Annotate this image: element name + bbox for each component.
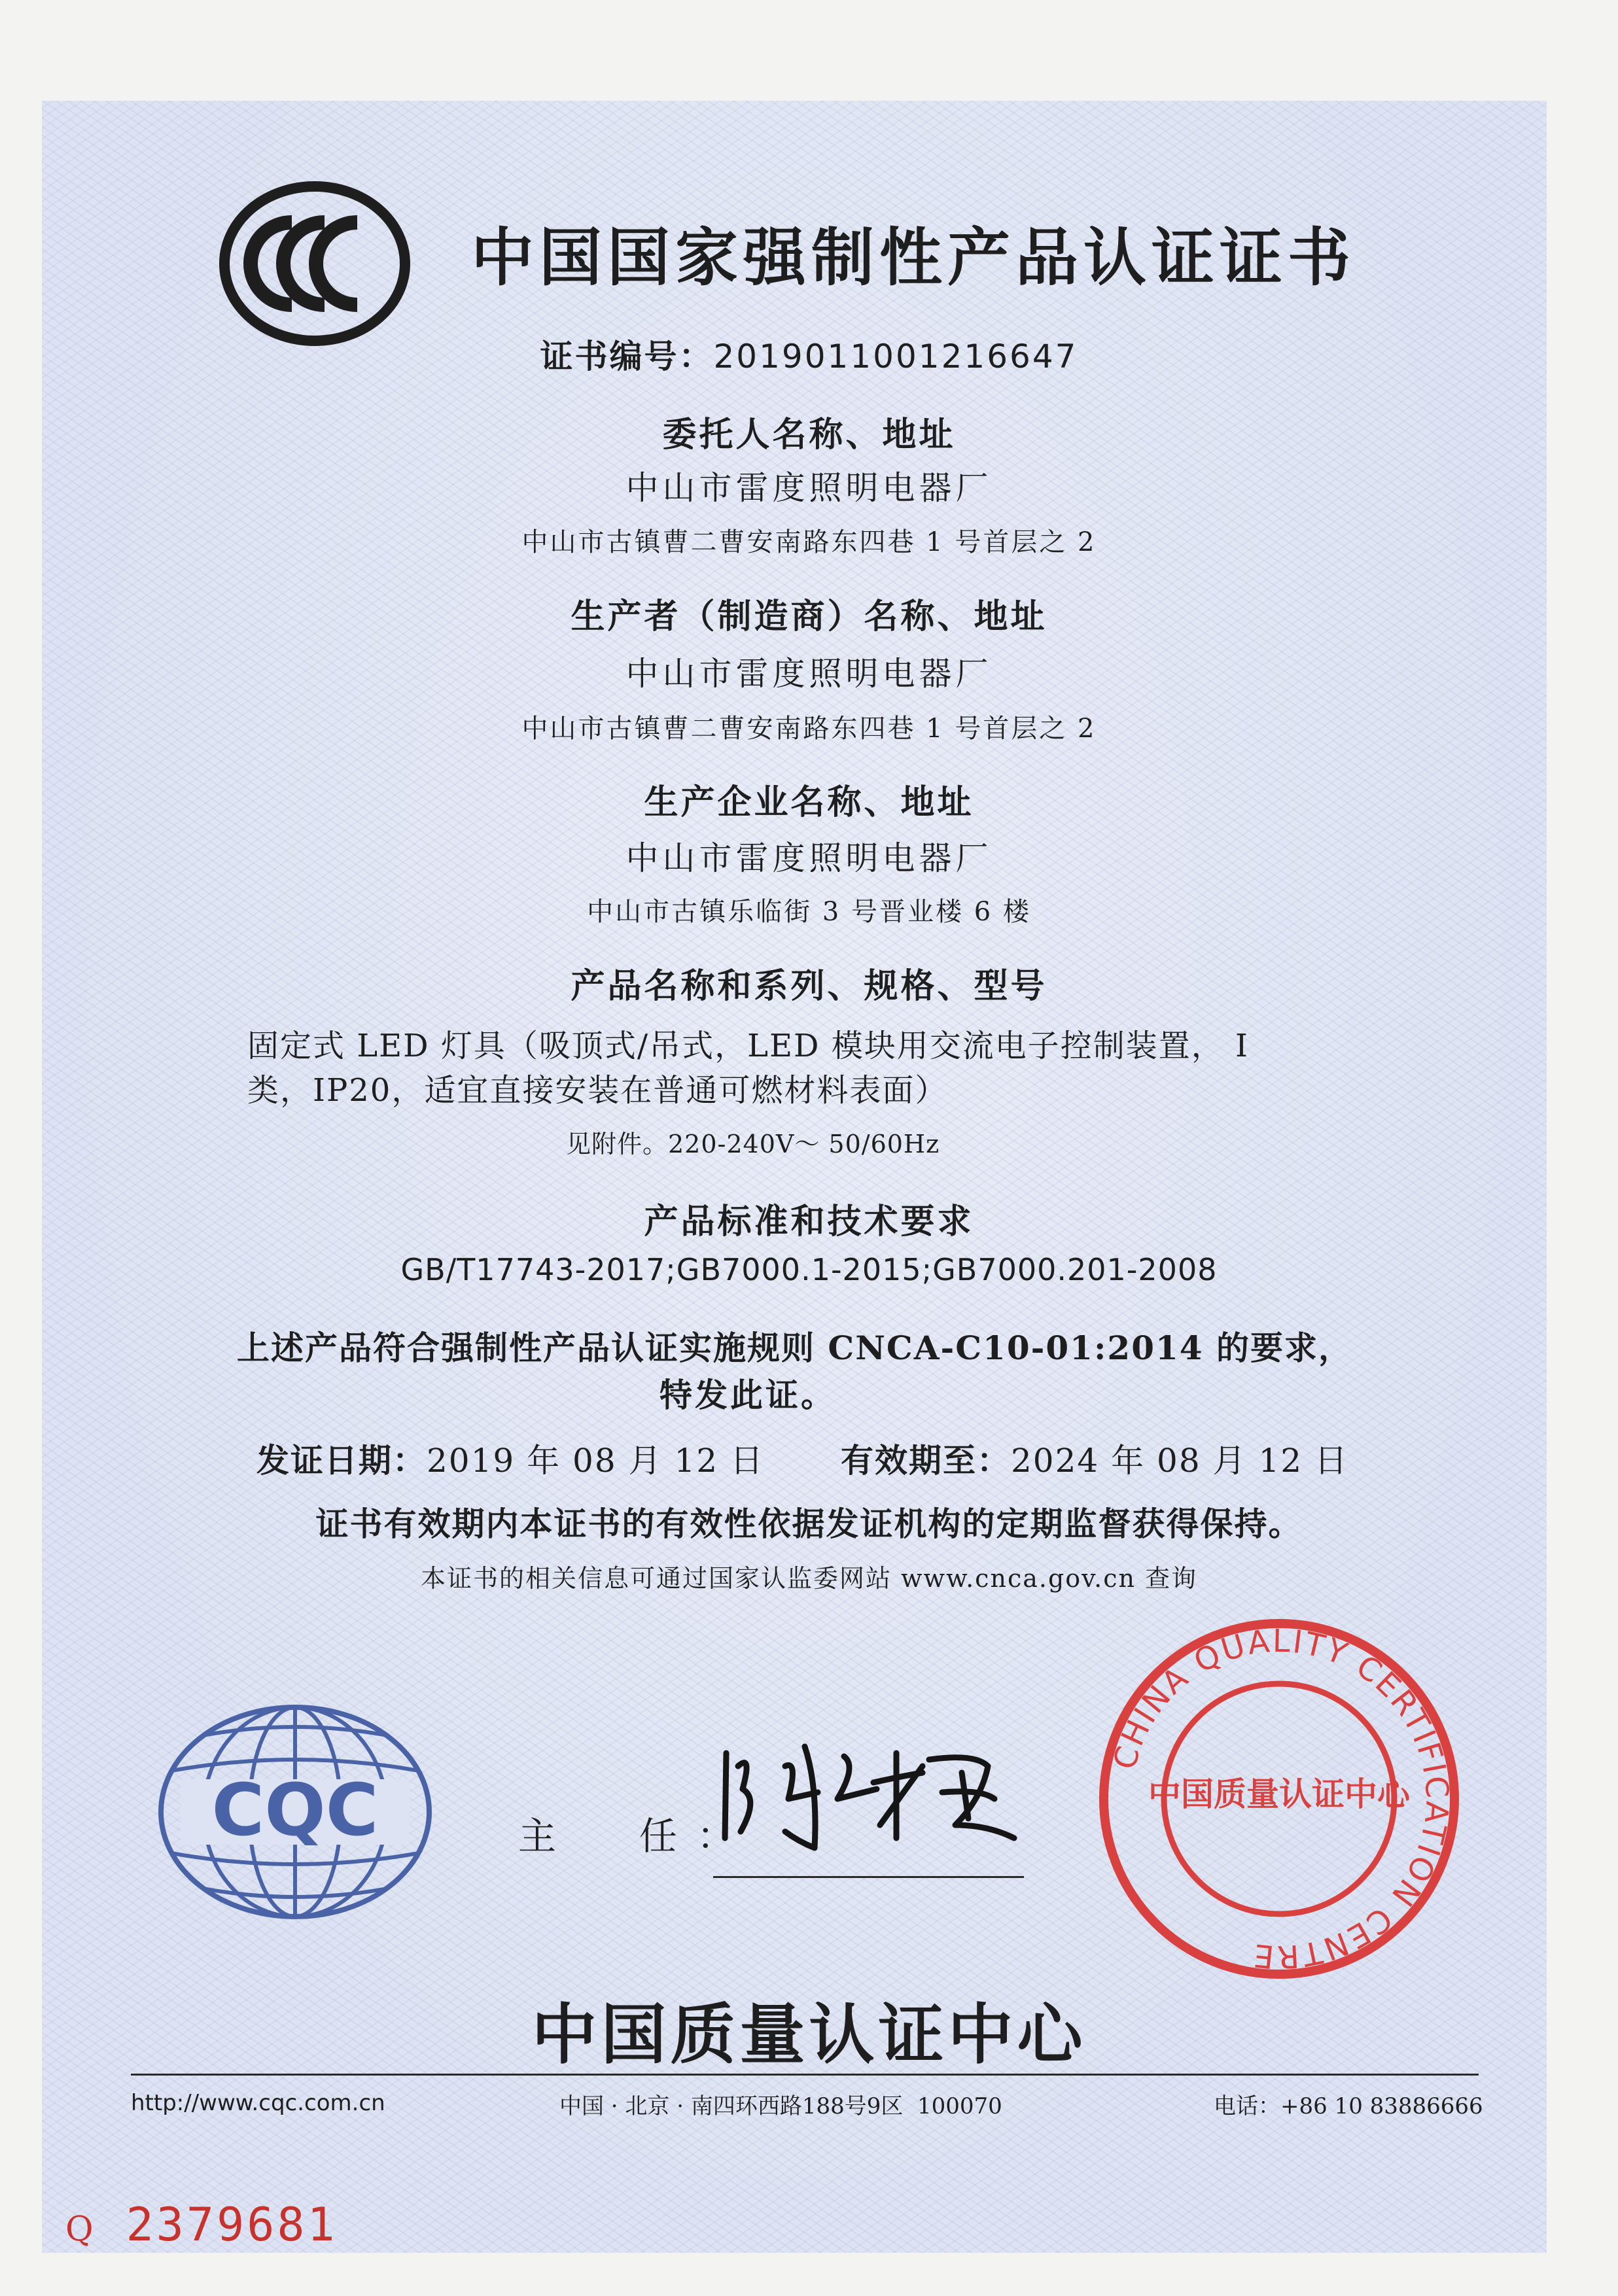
certificate-title: 中国国家强制性产品认证证书 <box>471 221 1356 294</box>
cqc-logo-icon <box>154 1701 436 1923</box>
standards-heading: 产品标准和技术要求 <box>644 1202 974 1242</box>
serial-number-value: 2379681 <box>126 2198 338 2252</box>
ccc-logo-icon <box>220 182 410 345</box>
footer-phone: 电话：+86 10 83886666 <box>1214 2093 1483 2119</box>
expiry-date <box>841 1435 1348 1482</box>
director-label: 主 任： <box>518 1814 754 1858</box>
seal-outer-text: CHINA QUALITY CERTIFICATION CENTRE <box>1106 1622 1456 1975</box>
certificate-number-label: 证书编号： <box>540 338 714 375</box>
signature-line <box>713 1876 1024 1878</box>
expiry-date-label: 有效期至： <box>841 1441 1011 1480</box>
product-description-line2: 类，IP20，适宜直接安装在普通可燃材料表面） <box>247 1072 948 1109</box>
serial-prefix: Q <box>65 2210 94 2249</box>
factory-address: 中山市古镇乐临街 3 号晋业楼 6 楼 <box>587 897 1031 927</box>
footer-rule <box>131 2074 1479 2076</box>
seal-inner-text: 中国质量认证中心 <box>1148 1775 1410 1813</box>
footer-website[interactable]: http://www.cqc.com.cn <box>131 2090 385 2116</box>
standards-value: GB/T17743-2017;GB7000.1-2015;GB7000.201-2008 <box>400 1252 1218 1287</box>
director-signature-image <box>707 1727 1073 1858</box>
product-rating: 见附件。220-240V～ 50/60Hz <box>566 1130 940 1158</box>
query-note: 本证书的相关信息可通过国家认监委网站 www.cnca.gov.cn 查询 <box>420 1564 1198 1593</box>
product-description-line1: 固定式 LED 灯具（吸顶式/吊式，LED 模块用交流电子控制装置， I <box>247 1028 1249 1064</box>
footer-address: 中国 · 北京 · 南四环西路188号9区 100070 <box>559 2093 1002 2119</box>
manufacturer-address: 中山市古镇曹二曹安南路东四巷 1 号首层之 2 <box>521 714 1097 744</box>
certificate-number-value: 2019011001216647 <box>713 338 1078 375</box>
factory-name: 中山市雷度照明电器厂 <box>625 839 993 877</box>
certification-seal-icon <box>1096 1616 1462 1982</box>
certificate-number <box>0 330 1618 377</box>
compliance-line1: 上述产品符合强制性产品认证实施规则 CNCA-C10-01:2014 的要求， <box>237 1329 1352 1367</box>
expiry-date-value: 2024 年 08 月 12 日 <box>1011 1442 1348 1480</box>
product-heading: 产品名称和系列、规格、型号 <box>571 966 1047 1006</box>
issue-date-label: 发证日期： <box>256 1441 427 1480</box>
factory-heading: 生产企业名称、地址 <box>644 782 974 822</box>
manufacturer-name: 中山市雷度照明电器厂 <box>625 655 993 693</box>
applicant-address: 中山市古镇曹二曹安南路东四巷 1 号首层之 2 <box>521 527 1097 557</box>
issue-date <box>256 1435 764 1482</box>
issuer-name: 中国质量认证中心 <box>531 1996 1087 2073</box>
cqc-logo-text: CQC <box>211 1768 379 1852</box>
issue-date-value: 2019 年 08 月 12 日 <box>427 1442 764 1480</box>
applicant-heading: 委托人名称、地址 <box>662 415 956 455</box>
manufacturer-heading: 生产者（制造商）名称、地址 <box>571 597 1047 636</box>
validity-note: 证书有效期内本证书的有效性依据发证机构的定期监督获得保持。 <box>315 1505 1303 1543</box>
applicant-name: 中山市雷度照明电器厂 <box>625 469 993 507</box>
compliance-line2: 特发此证。 <box>660 1376 836 1414</box>
serial-number <box>65 2198 338 2252</box>
